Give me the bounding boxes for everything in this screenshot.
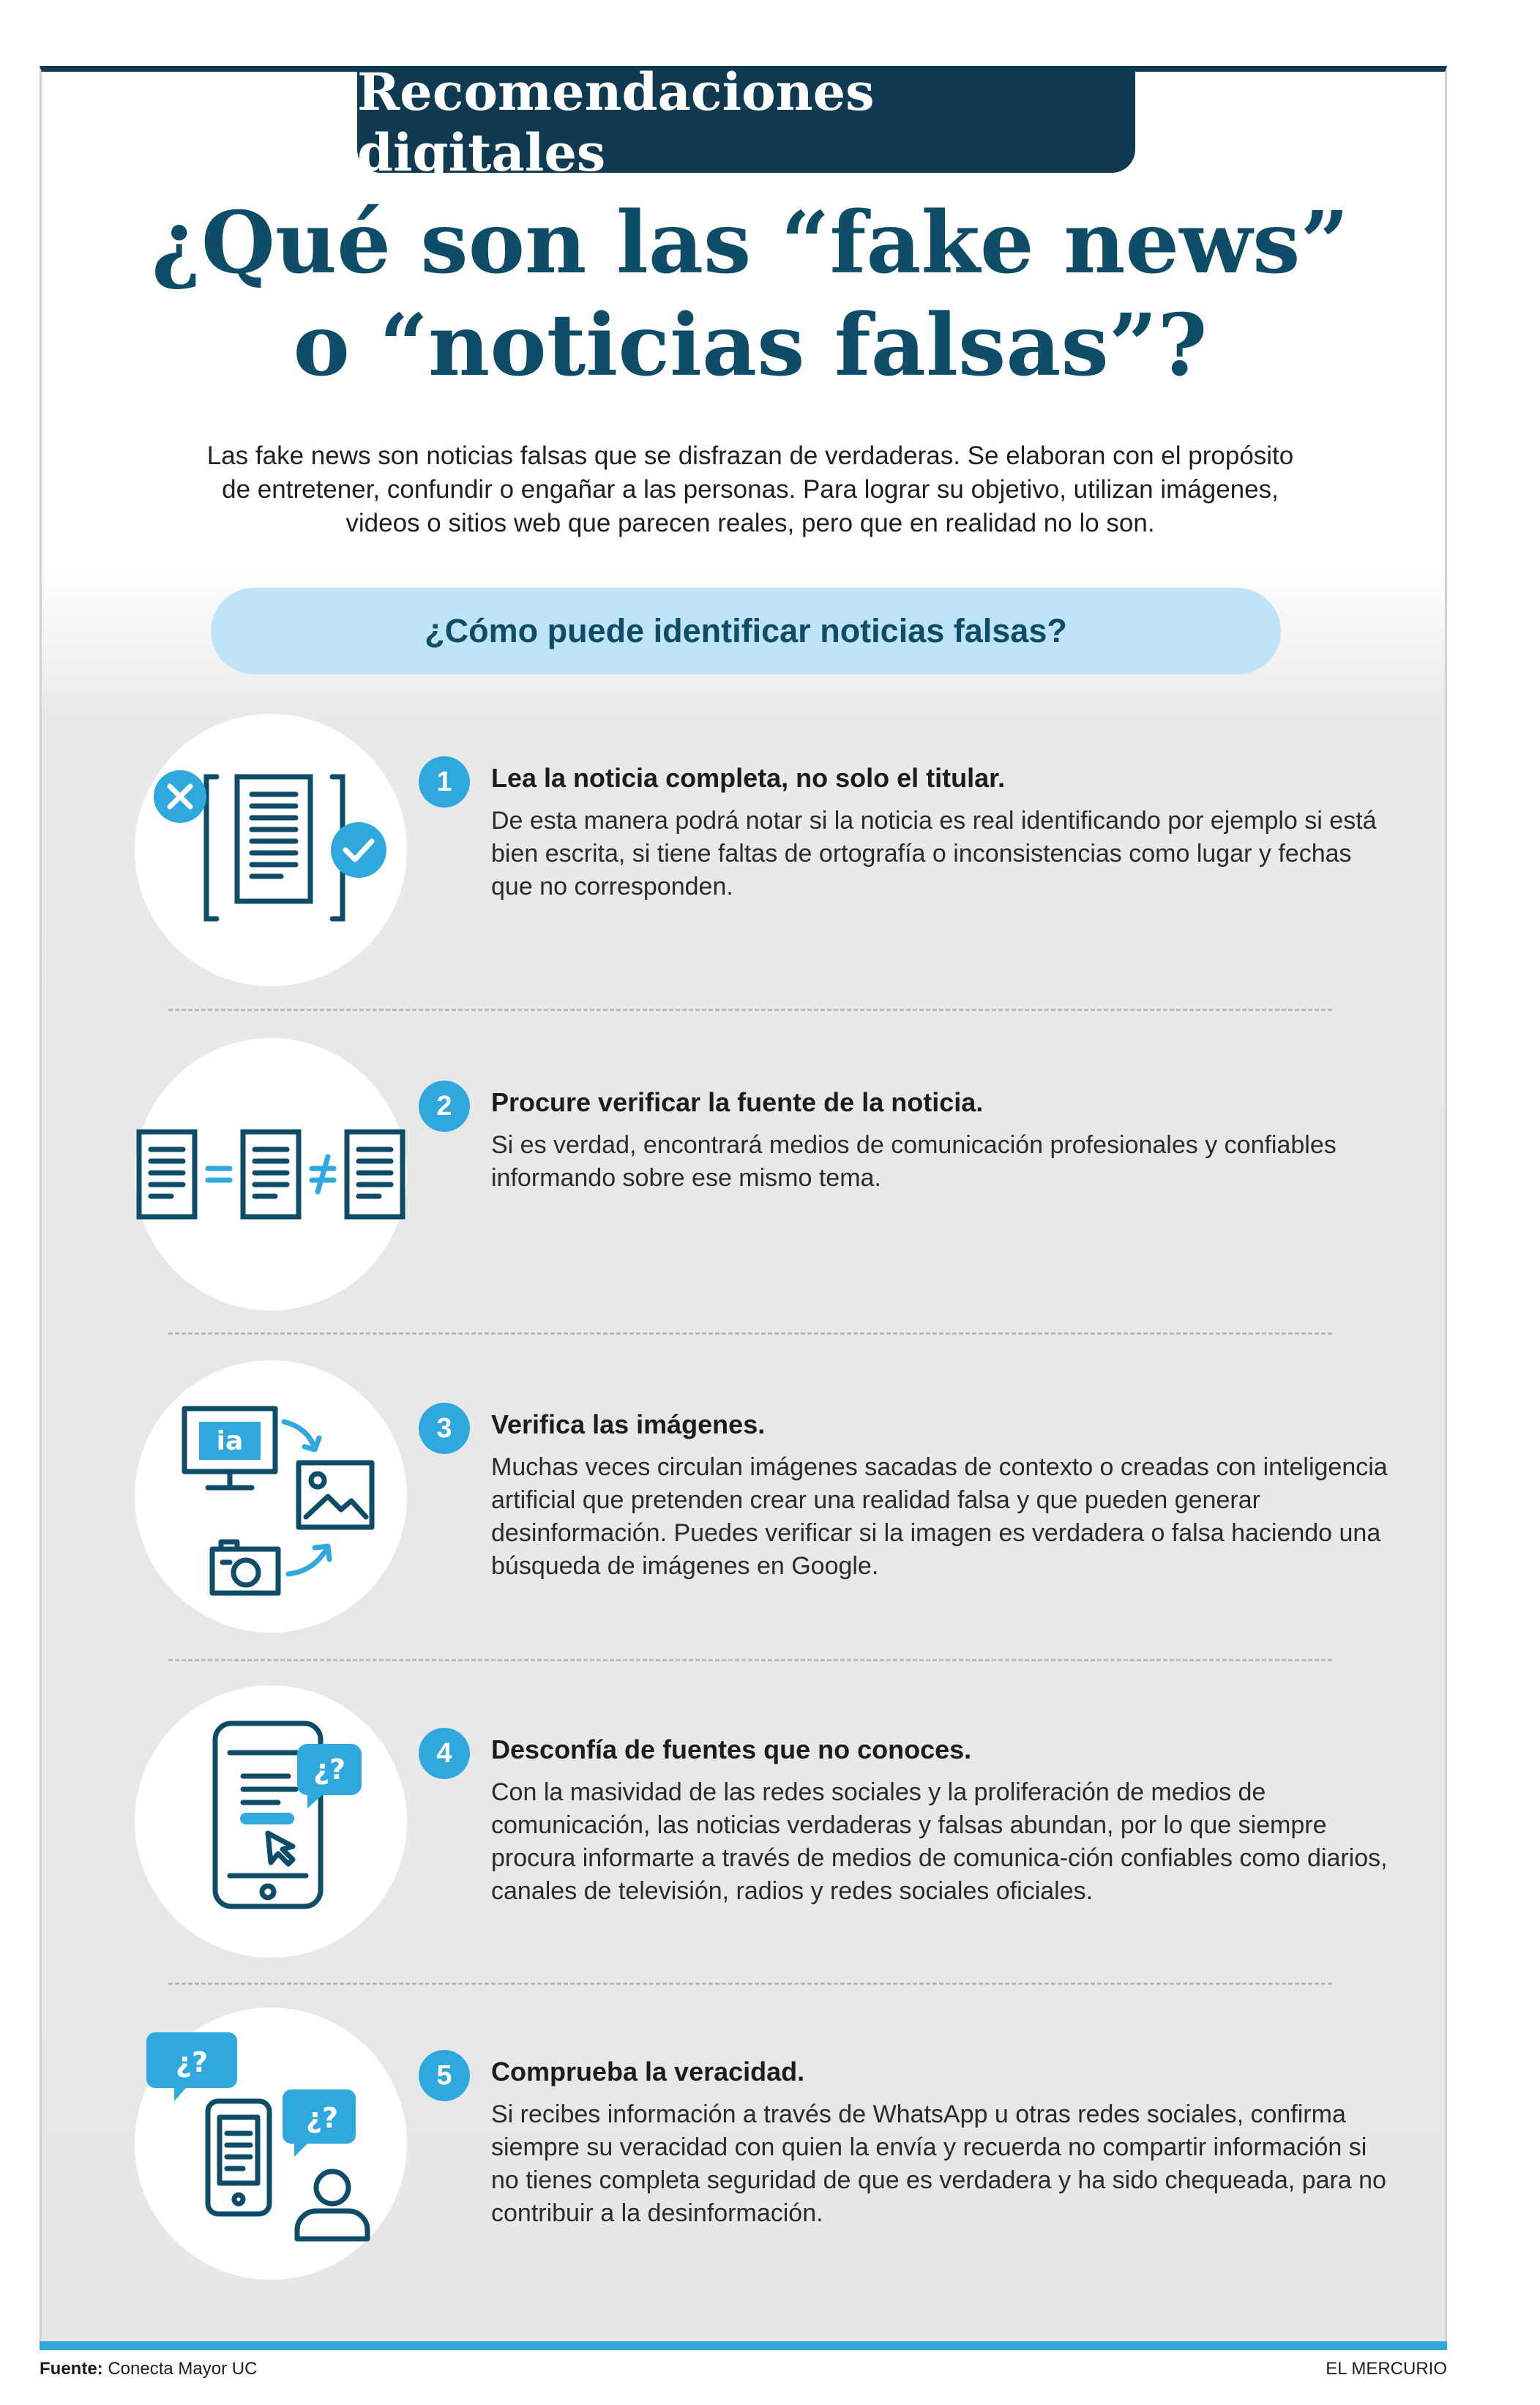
tip-2-body: Si es verdad, encontrará medios de comunicación profesionales y confiables informando sobre ese mismo tema. [491,1131,1337,1192]
title-line-2: o “noticias falsas”? [293,296,1208,395]
footer-source-value: Conecta Mayor UC [108,2359,258,2379]
tip-4-body: Con la masividad de las redes sociales y la proliferación de medios de comunicación, las noticias verdaderas y falsas abundan, por lo que siempre procura informarte a través de medios de comunica-ción confiables como diarios, canales de televisión, radios y redes sociales oficiales. [491,1778,1388,1905]
question-label: ¿? [305,2102,339,2134]
tip-5-number: 5 [419,2050,470,2101]
tip-5 [40,2007,1447,2300]
question-label: ¿? [175,2046,209,2078]
tip-4-number: 4 [419,1728,470,1779]
footer-brand: EL MERCURIO [1326,2359,1447,2379]
footer-source [40,2359,257,2379]
tip-1-icon-circle [135,714,407,986]
tip-3-number: 3 [419,1403,470,1454]
tip-3 [40,1360,1447,1653]
ia-label: ia [216,1426,244,1456]
tip-3-icon-circle [135,1360,407,1633]
phone-question-icon [135,1685,407,1958]
intro-paragraph [168,439,1332,540]
bottom-accent-bar [40,2341,1447,2350]
divider [168,1983,1332,1985]
section-banner: Recomendaciones digitales [357,72,1135,173]
tip-4-icon-circle [135,1685,407,1958]
image-sources-icon [135,1360,407,1633]
divider [168,1009,1332,1011]
question-label: ¿? [313,1753,346,1786]
footer-source-label: Fuente: [40,2359,103,2379]
tip-2 [40,1038,1447,1331]
intro-line-2: de entretener, confundir o engañar a las personas. Para lograr su objetivo, utilizan imágenes, [222,475,1279,504]
tip-2-title: Procure verificar la fuente de la noticia. [491,1087,984,1117]
tip-1-number: 1 [419,756,470,808]
tip-2-icon-circle [135,1038,407,1310]
question-pill: ¿Cómo puede identificar noticias falsas? [211,588,1281,674]
tip-1-body: De esta manera podrá notar si la noticia es real identificando por ejemplo si está bien escrita, si tiene faltas de ortografía o inconsistencias como lugar y fechas que no corresponden. [491,807,1377,901]
tip-5-body: Si recibes información a través de WhatsApp u otras redes sociales, confirma siempre su veracidad con quien la envía y recuerda no compartir información si no tienes completa seguridad de que es verdadera y ha sido chequeada, para no contribuir a la desinformación. [491,2100,1386,2227]
divider [168,1332,1332,1335]
page-title [73,192,1427,397]
intro-line-3: videos o sitios web que parecen reales, pero que en realidad no lo son. [345,509,1155,537]
document-check-icon [135,714,407,986]
tip-3-title: Verifica las imágenes. [491,1409,766,1439]
intro-line-1: Las fake news son noticias falsas que se disfrazan de verdaderas. Se elaboran con el propósito [206,441,1294,470]
tip-4 [40,1685,1447,1978]
tip-1-title: Lea la noticia completa, no solo el titular. [491,763,1006,793]
tip-3-body: Muchas veces circulan imágenes sacadas de contexto o creadas con inteligencia artificial que pretenden crear una realidad falsa y que pueden generar desinformación. Puedes verificar si la imagen es verdadera o falsa haciendo una búsqueda de imágenes en Google. [491,1453,1388,1580]
chat-question-icon [135,2007,407,2280]
tip-4-title: Desconfía de fuentes que no conoces. [491,1734,972,1764]
divider [168,1659,1332,1661]
tip-5-title: Comprueba la veracidad. [491,2057,805,2087]
title-line-1: ¿Qué son las “fake news” [151,193,1350,293]
tip-2-number: 2 [419,1081,470,1132]
compare-documents-icon [135,1038,407,1310]
tip-5-icon-circle [135,2007,407,2280]
tip-1 [40,714,1447,1007]
